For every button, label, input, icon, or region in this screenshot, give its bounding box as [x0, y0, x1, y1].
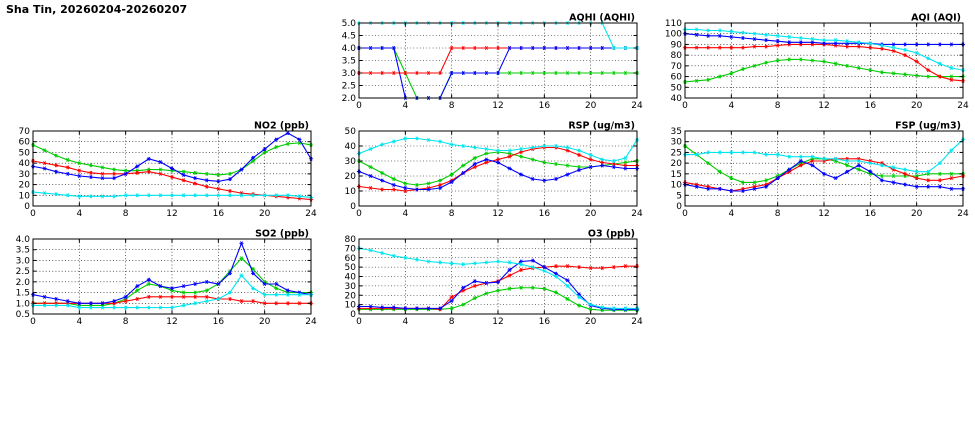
xtick-label: 24 — [957, 101, 969, 111]
xtick-label: 16 — [212, 209, 225, 219]
xtick-label: 20 — [910, 209, 923, 219]
xtick-label: 12 — [166, 317, 178, 327]
ytick-label: 80 — [670, 51, 682, 62]
ytick-label: 20 — [18, 180, 30, 191]
ytick-label: 30 — [670, 137, 682, 148]
chart-title: NO2 (ppb) — [253, 120, 309, 132]
chart-title: AQI (AQI) — [911, 12, 961, 24]
series-markers-day1 — [683, 58, 965, 84]
ytick-label: 25 — [670, 148, 682, 159]
xtick-label: 16 — [538, 317, 551, 327]
chart-panel-fsp — [655, 120, 969, 224]
xtick-label: 0 — [682, 101, 688, 111]
xtick-label: 20 — [584, 209, 597, 219]
xtick-label: 16 — [212, 317, 225, 327]
xtick-label: 4 — [76, 317, 83, 327]
xtick-label: 16 — [538, 209, 551, 219]
chart-panel-aqi — [655, 12, 969, 116]
ytick-label: 2.0 — [15, 277, 30, 288]
xtick-label: 4 — [728, 101, 735, 111]
xtick-label: 24 — [305, 209, 317, 219]
ytick-label: 35 — [670, 127, 682, 137]
plot-frame — [685, 23, 963, 98]
ytick-label: 4.0 — [15, 235, 30, 245]
ytick-label: 60 — [18, 137, 30, 148]
chart-o3 — [329, 228, 643, 332]
xtick-label: 20 — [584, 101, 597, 111]
xtick-label: 16 — [538, 101, 551, 111]
series-line-day1 — [685, 59, 963, 82]
xtick-label: 0 — [682, 209, 688, 219]
ytick-label: 110 — [664, 19, 682, 29]
ytick-label: 0 — [350, 310, 356, 320]
ytick-label: 40 — [344, 272, 356, 283]
xtick-label: 8 — [448, 317, 455, 327]
ytick-label: 30 — [18, 169, 30, 180]
xtick-label: 12 — [492, 101, 504, 111]
ytick-label: 60 — [670, 72, 682, 83]
ytick-label: 4.0 — [341, 44, 356, 54]
ytick-label: 1.5 — [15, 288, 30, 299]
ytick-label: 4.5 — [341, 31, 356, 42]
ytick-label: 90 — [670, 40, 682, 51]
ytick-label: 80 — [344, 235, 356, 245]
xtick-label: 4 — [76, 209, 83, 219]
xtick-label: 24 — [305, 317, 317, 327]
ytick-label: 0 — [676, 202, 682, 212]
ytick-label: 50 — [670, 83, 682, 94]
xtick-label: 20 — [258, 209, 271, 219]
ytick-label: 70 — [18, 127, 30, 137]
xtick-label: 0 — [30, 209, 36, 219]
chart-so2 — [3, 228, 317, 332]
xtick-label: 8 — [122, 209, 129, 219]
ytick-label: 3.5 — [15, 245, 30, 256]
xtick-label: 0 — [356, 101, 362, 111]
ytick-label: 10 — [670, 180, 682, 191]
xtick-label: 24 — [957, 209, 969, 219]
ytick-label: 3.0 — [341, 69, 356, 79]
chart-fsp — [655, 120, 969, 224]
chart-aqi — [655, 12, 969, 116]
xtick-label: 0 — [30, 317, 36, 327]
ytick-label: 50 — [344, 263, 356, 274]
chart-rsp — [329, 120, 643, 224]
xtick-label: 20 — [584, 317, 597, 327]
series-line-day1 — [685, 146, 963, 182]
xtick-label: 4 — [402, 209, 409, 219]
series-markers-day3 — [31, 241, 313, 305]
ytick-label: 1.0 — [15, 299, 30, 310]
xtick-label: 8 — [448, 101, 455, 111]
chart-title: FSP (ug/m3) — [895, 120, 961, 132]
series-markers-day4 — [683, 138, 965, 174]
ytick-label: 10 — [344, 187, 356, 197]
ytick-label: 20 — [670, 159, 682, 170]
xtick-label: 8 — [774, 101, 781, 111]
chart-panel-aqhi — [329, 12, 643, 116]
ytick-label: 70 — [670, 61, 682, 72]
ytick-label: 40 — [344, 142, 356, 152]
xtick-label: 24 — [631, 209, 643, 219]
ytick-label: 60 — [344, 253, 356, 264]
ytick-label: 50 — [344, 127, 356, 137]
ytick-label: 3.0 — [15, 256, 30, 267]
ytick-label: 2.5 — [341, 81, 356, 92]
chart-panel-rsp — [329, 120, 643, 224]
chart-panel-o3 — [329, 228, 643, 332]
plot-frame — [359, 131, 637, 206]
xtick-label: 12 — [166, 209, 178, 219]
ytick-label: 100 — [664, 29, 682, 40]
series-markers-day1 — [683, 144, 965, 184]
xtick-label: 4 — [402, 317, 409, 327]
xtick-label: 24 — [631, 317, 643, 327]
chart-title: SO2 (ppb) — [255, 228, 309, 240]
xtick-label: 20 — [910, 101, 923, 111]
xtick-label: 12 — [492, 209, 504, 219]
ytick-label: 10 — [344, 300, 356, 311]
plot-frame — [685, 131, 963, 206]
ytick-label: 0.5 — [15, 310, 30, 320]
ytick-label: 70 — [344, 244, 356, 255]
ytick-label: 40 — [670, 94, 682, 104]
xtick-label: 12 — [492, 317, 504, 327]
ytick-label: 2.0 — [341, 94, 356, 104]
xtick-label: 12 — [818, 209, 830, 219]
ytick-label: 30 — [344, 281, 356, 292]
xtick-label: 16 — [864, 209, 877, 219]
xtick-label: 24 — [631, 101, 643, 111]
ytick-label: 40 — [18, 159, 30, 170]
xtick-label: 8 — [774, 209, 781, 219]
ytick-label: 50 — [18, 148, 30, 159]
chart-title: RSP (ug/m3) — [568, 120, 635, 132]
ytick-label: 20 — [344, 291, 356, 302]
xtick-label: 4 — [402, 101, 409, 111]
chart-title: AQHI (AQHI) — [569, 12, 635, 24]
ytick-label: 5.0 — [341, 19, 356, 29]
xtick-label: 8 — [122, 317, 129, 327]
xtick-label: 0 — [356, 317, 362, 327]
chart-aqhi — [329, 12, 643, 116]
page-title: Sha Tin, 20260204-20260207 — [6, 3, 188, 16]
xtick-label: 8 — [448, 209, 455, 219]
chart-panel-no2 — [3, 120, 317, 224]
ytick-label: 10 — [18, 191, 30, 202]
chart-panel-so2 — [3, 228, 317, 332]
ytick-label: 0 — [24, 202, 30, 212]
series-markers-day1 — [31, 141, 313, 177]
ytick-label: 3.5 — [341, 56, 356, 67]
ytick-label: 5 — [676, 191, 682, 202]
chart-no2 — [3, 120, 317, 224]
xtick-label: 20 — [258, 317, 271, 327]
xtick-label: 0 — [356, 209, 362, 219]
xtick-label: 4 — [728, 209, 735, 219]
ytick-label: 0 — [350, 202, 356, 212]
xtick-label: 12 — [818, 101, 830, 111]
chart-title: O3 (ppb) — [587, 228, 635, 240]
series-line-day4 — [685, 29, 963, 70]
ytick-label: 20 — [344, 172, 356, 182]
ytick-label: 2.5 — [15, 267, 30, 278]
xtick-label: 16 — [864, 101, 877, 111]
ytick-label: 15 — [670, 169, 682, 180]
ytick-label: 30 — [344, 157, 356, 167]
